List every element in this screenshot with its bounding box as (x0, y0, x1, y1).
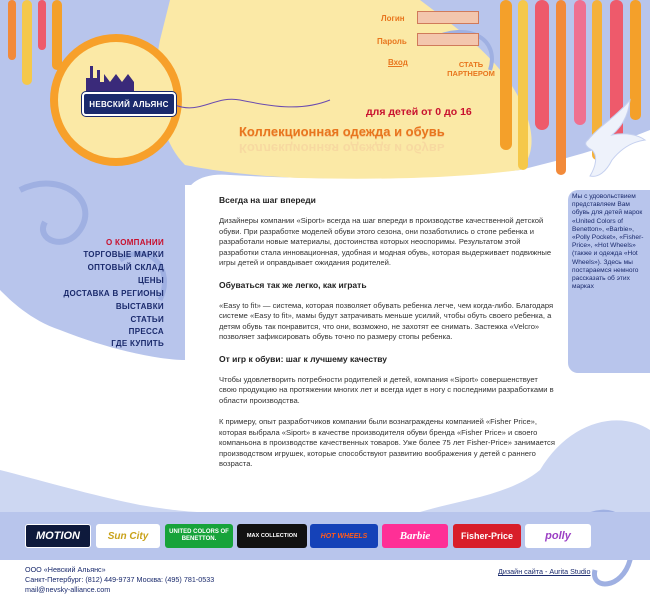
main-nav (60, 238, 164, 350)
brand-motion[interactable] (25, 524, 91, 548)
section-heading: Всегда на шаг впереди (219, 195, 316, 205)
brand-suncity[interactable] (96, 524, 160, 548)
brand-fisher-price[interactable] (453, 524, 521, 548)
brand-hotwheels-label: HOT WHEELS (320, 532, 368, 540)
tagline-main-reflection: Коллекционная одежда и обувь (239, 141, 445, 156)
footer-email[interactable]: mail@nevsky-alliance.com (25, 585, 111, 594)
brand-fisherprice-label: Fisher-Price (460, 531, 514, 541)
nav-item-warehouse[interactable]: ОПТОВЫЙ СКЛАД (87, 263, 164, 272)
brand-hot-wheels[interactable] (310, 524, 378, 548)
brand-barbie[interactable] (382, 524, 448, 548)
brand-polly-label: polly (545, 530, 571, 542)
nav-item-exhibitions[interactable]: ВЫСТАВКИ (115, 302, 164, 311)
password-label: Пароль (377, 37, 407, 46)
password-input[interactable] (417, 33, 479, 46)
enter-link[interactable]: Вход (388, 58, 408, 67)
login-label: Логин (381, 14, 405, 23)
partner-line1: СТАТЬ (458, 60, 484, 69)
side-panel-text: Мы с удовольствием представляем Вам обувь для детей марок «United Colors of Benetton», «Barbie», «Polly Pocket», «Fisher-Price», «Hot Wheels» (также и одежда «Hot Wheels»). Здесь мы постараемся немного рассказать об этих марках (572, 193, 644, 291)
paragraph: «Easy to fit» — система, которая позволяет обувать ребенка легче, чем когда-либо. Благодаря системе «Easy to fit», мамы будут затрачивать меньше усилий, чтобы обуть своего ребенка, а детям обувь так понравится, что они, возможно, не захотят ее снимать. Застежка «Velcro» позволяет зафиксировать обувь точно по размеру стопы ребенка. (219, 300, 554, 341)
footer-design-link[interactable]: Дизайн сайта - Aurita Studio (498, 567, 591, 576)
footer-phones: Санкт-Петербург: (812) 449-9737 Москва: (495) 781-0533 (25, 575, 215, 584)
section-heading: От игр к обуви: шаг к лучшему качеству (219, 353, 387, 364)
tagline-main: Коллекционная одежда и обувь (239, 124, 445, 139)
partner-line2: ПАРТНЕРОМ (447, 69, 495, 78)
nav-item-prices[interactable]: ЦЕНЫ (138, 276, 164, 285)
footer-company: ООО «Невский Альянс» (25, 565, 106, 574)
nav-item-delivery[interactable]: ДОСТАВКА В РЕГИОНЫ (63, 289, 164, 298)
tagline-age: для детей от 0 до 16 (366, 106, 472, 118)
login-input[interactable] (417, 11, 479, 24)
logo-text: НЕВСКИЙ АЛЬЯНС (89, 99, 169, 109)
main-content (219, 195, 557, 481)
become-partner-link[interactable] (444, 60, 498, 78)
brand-max-collection[interactable] (237, 524, 307, 548)
brand-motion-label: MOTION (36, 530, 80, 542)
brand-suncity-label: Sun City (107, 530, 149, 542)
nav-item-where-to-buy[interactable]: ГДЕ КУПИТЬ (111, 339, 164, 348)
brand-benetton-label: UNITED COLORS OF BENETTON. (169, 529, 229, 542)
paragraph: Дизайнеры компании «Siport» всегда на шаг впереди в производстве качественной детской обуви. При разработке моделей обуви этого сезона, они позаботились о стопе ребенка и разработали новые материалы, достоинства которых неоспоримы. Результатом этой разработки стала инновационная, удобная и модная обувь, которая выдерживает подвижные игры детей и оправдывает ожидания родителей. (219, 216, 552, 267)
section-heading: Обуваться так же легко, как играть (219, 279, 367, 290)
brand-barbie-label: Barbie (399, 530, 431, 542)
paragraph: Чтобы удовлетворить потребности родителей и детей, компания «Siport» совершенствует свою продукцию на протяжении многих лет и всегда идет в ногу с последними разработками в области производства. (219, 374, 554, 405)
brand-polly[interactable] (525, 524, 591, 548)
brand-benetton[interactable] (165, 524, 233, 548)
nav-item-articles[interactable]: СТАТЬИ (130, 315, 164, 324)
logo[interactable] (82, 92, 176, 116)
paragraph: К примеру, опыт разработчиков компании были вознаграждены компанией «Fisher Price», которая выбрала «Siport» в качестве производителя обуви бренда «Fisher Price» и своего компаньона в производстве качественных товаров. Уже более 75 лет Fisher-Price» занимается производством игрушек, которые способствуют развитию воображения у детей с раннего возраста. (219, 417, 555, 468)
brand-max-label: MAX COLLECTION (246, 533, 298, 539)
nav-item-about[interactable]: О КОМПАНИИ (105, 238, 164, 247)
nav-item-press[interactable]: ПРЕССА (128, 327, 164, 336)
nav-item-brands[interactable]: ТОРГОВЫЕ МАРКИ (83, 250, 164, 259)
